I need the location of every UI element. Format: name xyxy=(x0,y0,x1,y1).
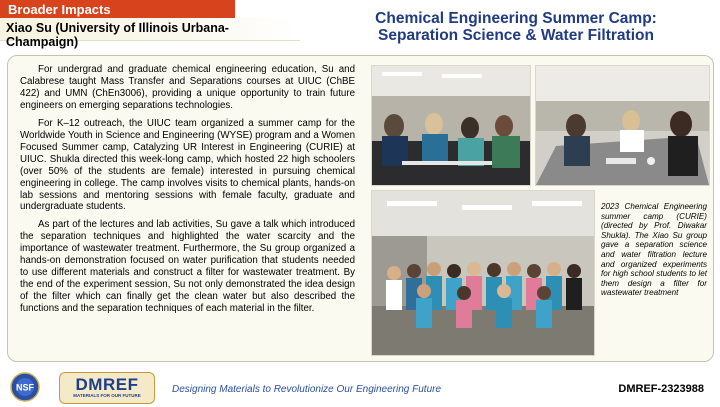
paragraph-education: For undergrad and graduate chemical engineering education, Su and Calabrese taught Mass Transfer and Separations courses at UIUC (ChBE 422) and UMN (ChEn3006), providing a unique opportunity to train future engineers on emerging separations technologies. xyxy=(20,64,355,111)
dmref-logo-subtext: MATERIALS FOR OUR FUTURE xyxy=(73,393,141,398)
paragraph-outreach: For K–12 outreach, the UIUC team organized a summer camp for the Worldwide Youth in Science and Engineering (WYSE) program and a Women Focused Summer camp, Catalyzing UR Interest in Engineering (CURIE) at UIUC. Shukla directed this week-long camp, which hosted 22 high schoolers (over 50% of the students are female) interested in pursuing chemical engineering in college. The camp involves visits to chemical plants, hands-on lab sessions and mentoring sessions with female faculty, graduate and undergraduate students. xyxy=(20,117,355,213)
section-tag xyxy=(0,0,235,18)
nsf-logo-text: NSF xyxy=(16,382,34,393)
paragraph-lab-activities: As part of the lectures and lab activities, Su gave a talk which introduced the separation techniques and highlighted the water scarcity and the importance of wastewater treatment. Furthermore, the Su group organized a hands-on demonstration focused on water purification that students needed to use different materials and construct a filter for wastewater treatment. By the end of the experiment session, Su not only demonstrated the idea design of the filter which can finally get the clean water but also described the functions and the separation techniques of each material in the filter. xyxy=(20,219,355,315)
slide-title-line-1: Chemical Engineering Summer Camp: xyxy=(375,10,657,27)
photo-caption: 2023 Chemical Engineering summer camp (CURIE) (directed by Prof. Diwakar Shukla). The Xiao Su group gave a separation science and water filtration lecture and organized experiments for high school students to let them design a filter for wastewater treatment xyxy=(601,202,707,298)
slide-title-line-2: Separation Science & Water Filtration xyxy=(378,27,654,44)
dmref-logo-text: DMREF xyxy=(75,375,139,394)
nsf-logo xyxy=(10,372,40,402)
photo-lab-bench xyxy=(371,65,531,186)
author-banner xyxy=(0,18,300,49)
slide-title xyxy=(316,10,716,44)
photo-group xyxy=(371,190,595,356)
footer-tagline: Designing Materials to Revolutionize Our Engineering Future xyxy=(172,384,442,395)
award-number: DMREF-2323988 xyxy=(618,383,704,395)
photo-filter-activity xyxy=(535,65,710,186)
section-tag-label: Broader Impacts xyxy=(8,2,111,17)
author-name: Xiao Su (University of Illinois Urbana-Champaign) xyxy=(6,21,229,49)
body-text xyxy=(20,64,355,315)
dmref-logo xyxy=(59,372,155,404)
